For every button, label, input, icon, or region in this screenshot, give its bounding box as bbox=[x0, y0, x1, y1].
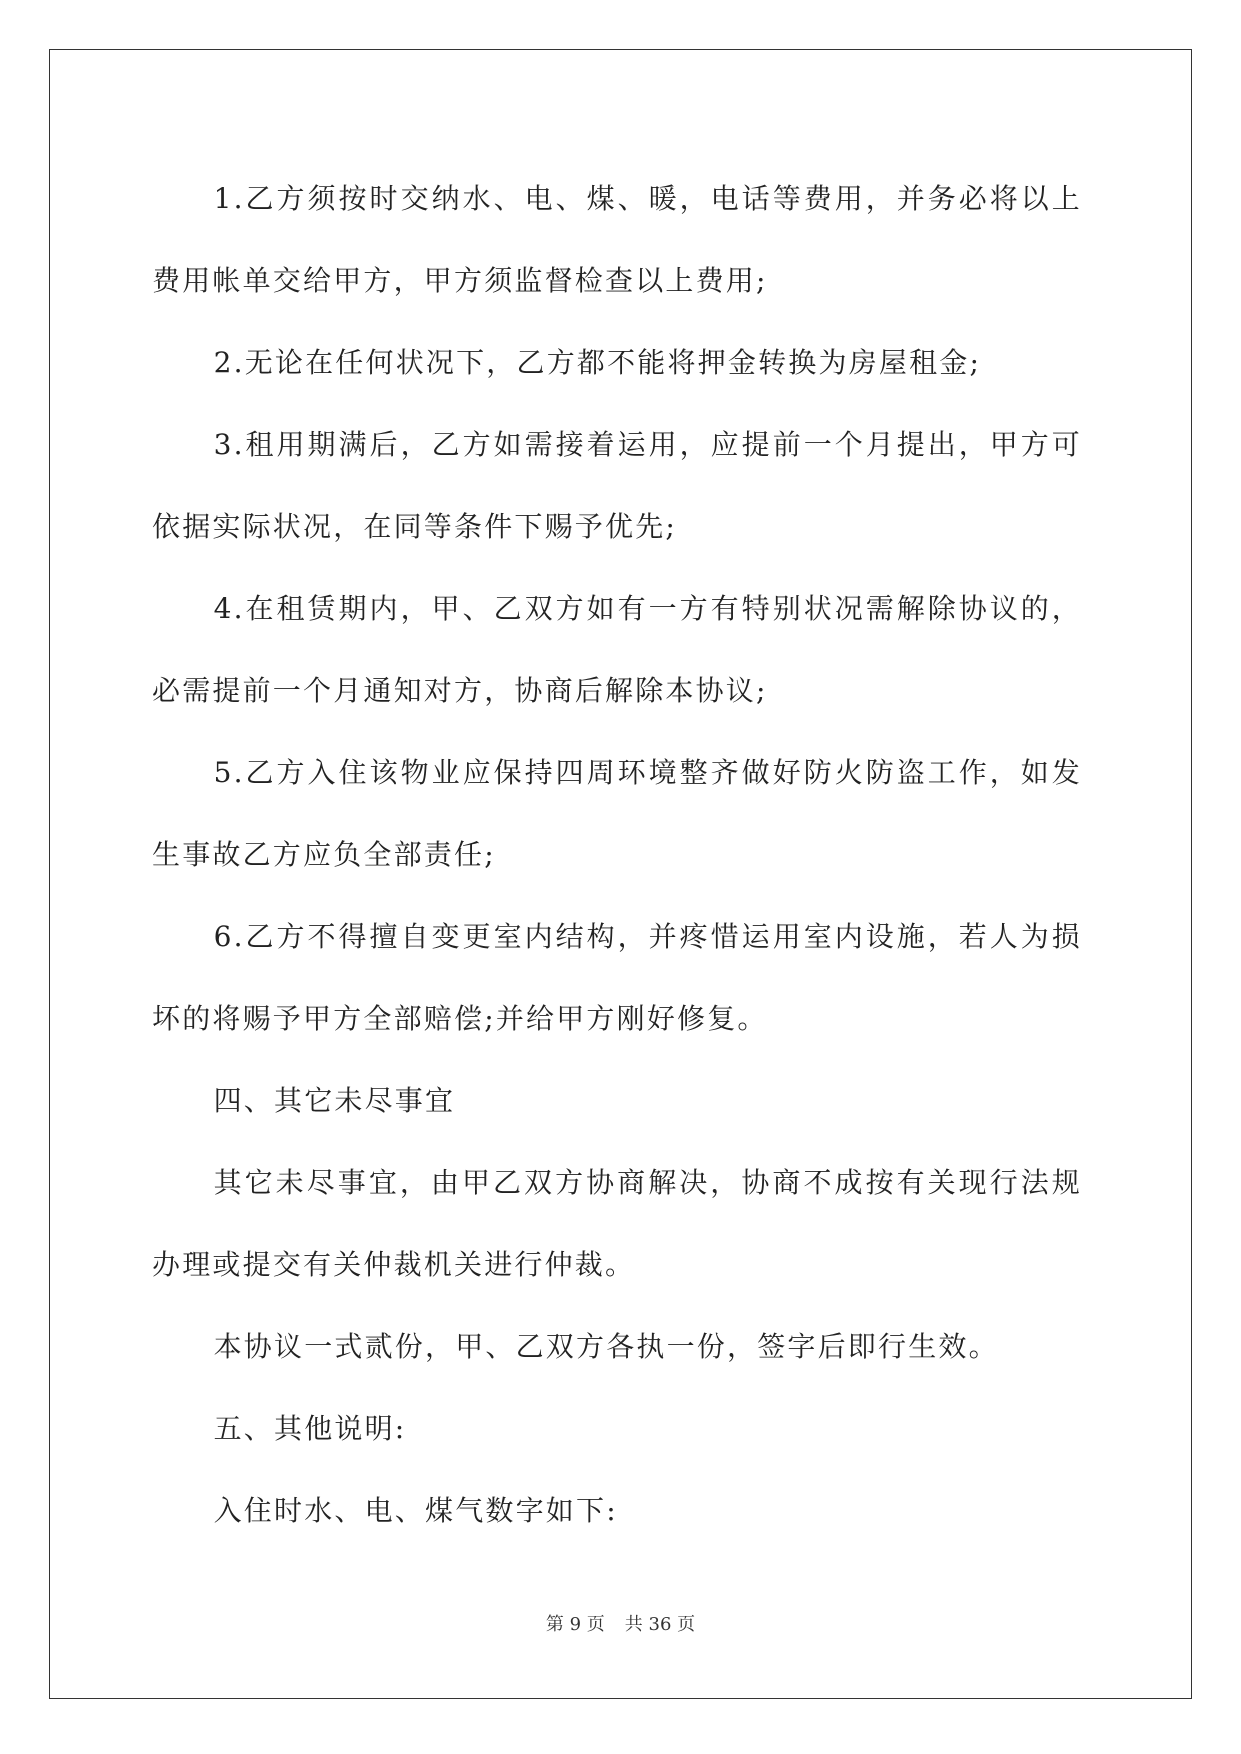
clause-5-safety: 5.乙方入住该物业应保持四周环境整齐做好防火防盗工作，如发生事故乙方应负全部责任; bbox=[152, 756, 1082, 871]
clause-2-deposit: 2.无论在任何状况下，乙方都不能将押金转换为房屋租金; bbox=[213, 346, 982, 379]
other-matters-text: 其它未尽事宜，由甲乙双方协商解决，协商不成按有关现行法规办理或提交有关仲裁机关进行仲裁。 bbox=[152, 1166, 1082, 1281]
clause-4-termination: 4.在租赁期内，甲、乙双方如有一方有特别状况需解除协议的，必需提前一个月通知对方，协商后解除本协议; bbox=[152, 592, 1082, 707]
meter-readings-intro: 入住时水、电、煤气数字如下: bbox=[213, 1494, 618, 1527]
current-page-number: 第 9 页 bbox=[545, 1614, 605, 1635]
clause-6-alterations: 6.乙方不得擅自变更室内结构，并疼惜运用室内设施，若人为损坏的将赐予甲方全部赔偿;并给甲方刚好修复。 bbox=[152, 920, 1082, 1035]
copies-effectiveness-text: 本协议一式贰份，甲、乙双方各执一份，签字后即行生效。 bbox=[213, 1330, 999, 1363]
clause-3-renewal: 3.租用期满后，乙方如需接着运用，应提前一个月提出，甲方可依据实际状况，在同等条件下赐予优先; bbox=[152, 428, 1082, 543]
document-body bbox=[152, 158, 1082, 1552]
section-heading-other-matters: 四、其它未尽事宜 bbox=[213, 1084, 456, 1117]
section-heading-other-notes: 五、其他说明: bbox=[213, 1412, 407, 1445]
page-footer bbox=[0, 1610, 1241, 1636]
clause-1-utility-fees: 1.乙方须按时交纳水、电、煤、暖，电话等费用，并务必将以上费用帐单交给甲方，甲方须监督检查以上费用; bbox=[152, 182, 1082, 297]
total-pages: 共 36 页 bbox=[624, 1614, 696, 1635]
